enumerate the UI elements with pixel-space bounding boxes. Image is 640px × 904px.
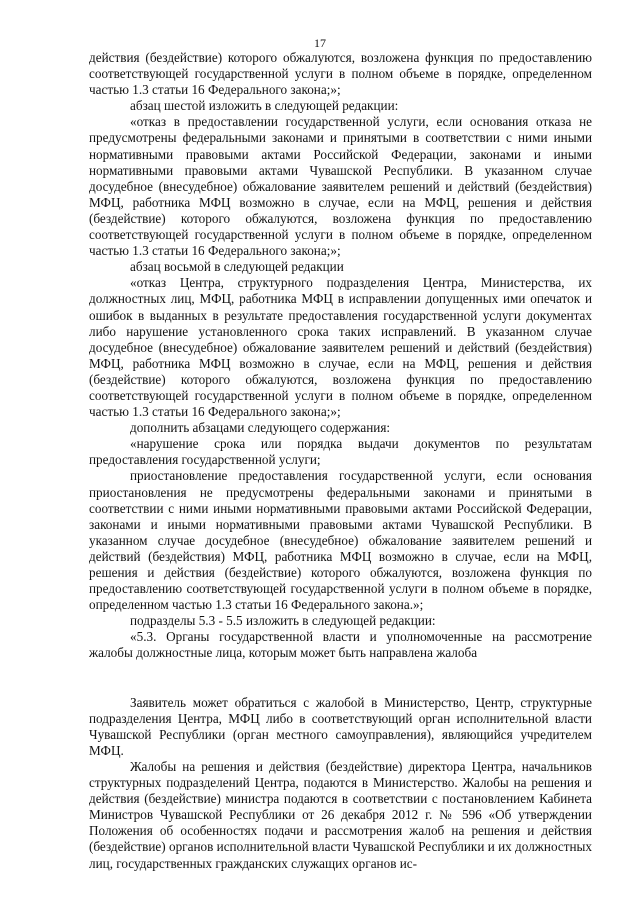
paragraph: дополнить абзацами следующего содержания:: [130, 420, 391, 436]
paragraph: абзац шестой изложить в следующей редакции:: [130, 98, 399, 114]
paragraph: Жалобы на решения и действия (бездействие) директора Центра, начальников структурных подразделений Центра, подаются в Министерство. Жалобы на решения и действия (бездействие) министра подаются в соответствии с постановлением Кабинета Министров Чувашской Республики от 26 декабря 2012 г. № 596 «Об утверждении Положения об особенностях подачи и рассмотрения жалоб на решения и действия (бездействие) органов исполнительной власти Чувашской Республики и их должностных лиц, государственных гражданских служащих органов ис-: [89, 758, 592, 871]
paragraph: подразделы 5.3 - 5.5 изложить в следующей редакции:: [130, 613, 436, 629]
paragraph: Заявитель может обратиться с жалобой в Министерство, Центр, структурные подразделения Центра, МФЦ либо в соответствующий орган исполнительной власти Чувашской Республики (орган местного самоуправления), являющийся учредителем МФЦ.: [89, 694, 592, 758]
paragraph: «отказ Центра, структурного подразделения Центра, Министерства, их должностных лиц, МФЦ, работника МФЦ в исправлении допущенных ими опечаток и ошибок в выданных в результате предоставления государственной услуги документах либо нарушение установленного срока таких исправлений. В указанном случае досудебное (внесудебное) обжалование заявителем решений и действий (бездействия) МФЦ, работника МФЦ возможно в случае, если на МФЦ, решения и действия (бездействие) которого обжалуются, возложена функция по предоставлению соответствующей государственной услуги в полном объеме в порядке, определенном частью 1.3 статьи 16 Федерального закона;»;: [89, 275, 592, 420]
paragraph: «отказ в предоставлении государственной услуги, если основания отказа не предусмотрены федеральными законами и принятыми в соответствии с ними иными нормативными правовыми актами Российской Федерации, законами и иными нормативными правовыми актами Чувашской Республики. В указанном случае досудебное (внесудебное) обжалование заявителем решений и действий (бездействия) МФЦ, работника МФЦ возможно в случае, если на МФЦ, решения и действия (бездействие) которого обжалуются, возложена функция по предоставлению соответствующей государственной услуги в полном объеме в порядке, определенном частью 1.3 статьи 16 Федерального закона;»;: [89, 114, 592, 259]
paragraph: абзац восьмой в следующей редакции: [130, 259, 344, 275]
paragraph: приостановление предоставления государственной услуги, если основания приостановления не предусмотрены федеральными законами и принятыми в соответствии с ними иными нормативными правовыми актами Российской Федерации, законами и иными нормативными правовыми актами Чувашской Республики. В указанном случае досудебное (внесудебное) обжалование заявителем решений и действий (бездействия) МФЦ, работника МФЦ возможно в случае, если на МФЦ, решения и действия (бездействие) которого обжалуются, возложена функция по предоставлению соответствующей государственной услуги в полном объеме в порядке, определенном частью 1.3 статьи 16 Федерального закона.»;: [89, 468, 592, 613]
paragraph: «нарушение срока или порядка выдачи документов по результатам предоставления государственной услуги;: [89, 436, 592, 468]
section-heading: «5.3. Органы государственной власти и уполномоченные на рассмотрение жалобы должностные лица, которым может быть направлена жалоба: [89, 629, 592, 661]
page-number: 17: [314, 36, 326, 50]
document-body: [89, 50, 592, 872]
blank-gap: [89, 662, 592, 695]
paragraph: действия (бездействие) которого обжалуются, возложена функция по предоставлению соответствующей государственной услуги в полном объеме в порядке, определенном частью 1.3 статьи 16 Федерального закона;»;: [89, 50, 592, 98]
